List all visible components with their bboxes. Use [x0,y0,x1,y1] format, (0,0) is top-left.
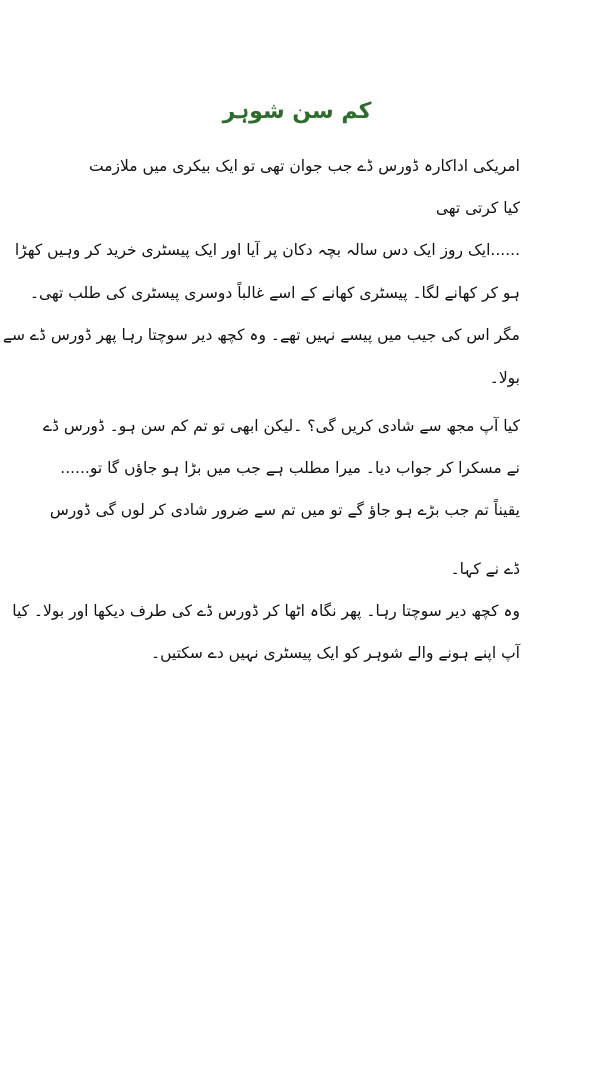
text-line-12-content: آپ اپنے ہونے والے شوہر کو ایک پیسٹری نہیں دے سکتیں۔ [151,644,520,662]
text-line-11 [12,601,520,621]
text-line-5-content: مگر اس کی جیب میں پیسے نہیں تھے۔ وہ کچھ دیر سوچتا رہا پھر ڈورس ڈے سے [2,326,520,344]
text-line-9-content: یقیناً تم جب بڑے ہو جاؤ گے تو میں تم سے ضرور شادی کر لوں گی ڈورس [49,501,520,519]
text-line-8-content: نے مسکرا کر جواب دیا۔ میرا مطلب ہے جب میں بڑا ہو جاؤں گا تو...... [60,459,520,477]
text-line-3-content: ......ایک روز ایک دس سالہ بچہ دکان پر آیا اور ایک پیسٹری خرید کر وہیں کھڑا [14,241,520,259]
text-line-3 [14,240,520,260]
text-line-11-content: وہ کچھ دیر سوچتا رہا۔ پھر نگاہ اٹھا کر ڈورس ڈے کی طرف دیکھا اور بولا۔ کیا [12,602,520,620]
text-line-5 [2,325,520,345]
text-line-8 [60,458,520,478]
text-line-6-content: بولا۔ [489,369,520,387]
text-line-4-content: ہو کر کھانے لگا۔ پیسٹری کھانے کے اسے غالباً دوسری پیسٹری کی طلب تھی۔ [29,284,520,302]
text-line-2 [68,198,520,218]
text-line-6 [68,368,520,388]
story-title: کم سن شوہر [222,99,372,124]
text-line-12 [68,643,520,663]
text-line-7-content: کیا آپ مجھ سے شادی کریں گی؟ ۔لیکن ابھی تو تم کم سن ہو۔ ڈورس ڈے [43,417,520,435]
text-line-10 [68,559,520,579]
text-line-2-content: کیا کرتی تھی [435,199,520,217]
text-line-10-content: ڈے نے کہا۔ [450,560,520,578]
text-line-4 [29,283,520,303]
text-line-9 [49,500,520,520]
text-line-7 [43,416,520,436]
text-line-1-content: امریکی اداکارہ ڈورس ڈے جب جوان تھی تو ایک بیکری میں ملازمت [89,157,520,175]
text-line-1 [68,156,520,176]
